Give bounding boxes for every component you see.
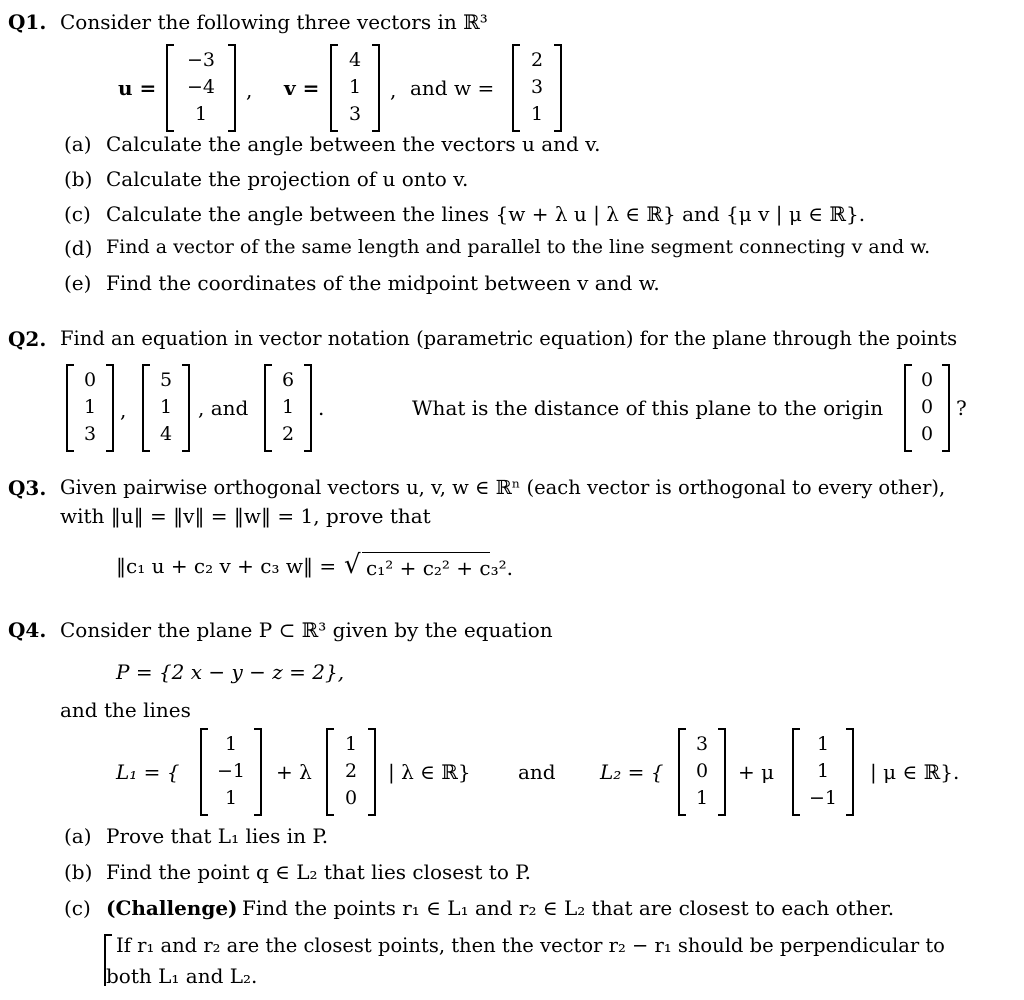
q4-l1-label: L₁ = { xyxy=(116,760,180,784)
q2-number: Q2. xyxy=(8,327,47,351)
vector-entry: 0 xyxy=(344,787,358,809)
q4-l1-direction xyxy=(326,728,376,816)
q3-line-1: Given pairwise orthogonal vectors u, v, w ∈ ℝⁿ (each vector is orthogonal to every other), xyxy=(60,476,946,499)
q1-number: Q1. xyxy=(8,10,47,34)
q2-period: . xyxy=(318,396,325,420)
q2-origin-vector xyxy=(904,364,950,452)
q2-point-2 xyxy=(142,364,190,452)
q1-v-label: v = xyxy=(284,76,320,100)
q4-intro: Consider the plane P ⊂ ℝ³ given by the equation xyxy=(60,618,553,642)
vector-entry: 2 xyxy=(281,423,295,445)
vector-entry: −3 xyxy=(186,49,215,71)
q3-line-2: with ‖u‖ = ‖v‖ = ‖w‖ = 1, prove that xyxy=(60,504,431,528)
q4-l2-tail: | μ ∈ ℝ}. xyxy=(870,760,960,784)
vector-entry: 1 xyxy=(83,396,97,418)
vector-entry: 1 xyxy=(344,733,358,755)
q1-w-vector xyxy=(512,44,562,132)
q1-part-a-label: (a) xyxy=(64,132,92,156)
vector-entry: 1 xyxy=(281,396,295,418)
q1-u-vector xyxy=(166,44,236,132)
vector-entry: 0 xyxy=(83,369,97,391)
vector-entry: 1 xyxy=(224,787,238,809)
q1-v-vector xyxy=(330,44,380,132)
vector-entry: 0 xyxy=(920,369,934,391)
q2-distance-question: What is the distance of this plane to the origin xyxy=(412,396,884,420)
q1-part-e-label: (e) xyxy=(64,271,92,295)
q1-part-e-text: Find the coordinates of the midpoint between v and w. xyxy=(106,271,660,295)
q1-part-d-label: (d) xyxy=(64,236,93,260)
vector-entry: 1 xyxy=(695,787,709,809)
vector-entry: 4 xyxy=(348,49,362,71)
vector-entry: 5 xyxy=(159,369,173,391)
q3-formula-left: ‖c₁ u + c₂ v + c₃ w‖ = xyxy=(116,554,337,578)
vector-entry: 3 xyxy=(530,76,544,98)
q1-comma-2: , xyxy=(390,78,397,102)
q1-part-b-text: Calculate the projection of u onto v. xyxy=(106,167,469,191)
vector-entry: 1 xyxy=(224,733,238,755)
q4-l1-plus-lambda: + λ xyxy=(276,760,312,784)
q4-part-c-challenge: (Challenge) xyxy=(106,896,238,920)
vector-entry: 0 xyxy=(920,396,934,418)
q3-formula-right: c₁² + c₂² + c₃². xyxy=(366,556,514,580)
vector-entry: 2 xyxy=(530,49,544,71)
q2-and: , and xyxy=(198,396,249,420)
vector-entry: 1 xyxy=(348,76,362,98)
vector-entry: 0 xyxy=(695,760,709,782)
q4-l2-direction xyxy=(792,728,854,816)
vector-entry: 1 xyxy=(816,760,830,782)
q4-l2-plus-mu: + μ xyxy=(738,760,775,784)
q4-l1-point xyxy=(200,728,262,816)
q1-and-w-label: and w = xyxy=(410,76,495,100)
vector-entry: −1 xyxy=(808,787,837,809)
vector-entry: 3 xyxy=(695,733,709,755)
q1-part-b-label: (b) xyxy=(64,167,93,191)
q4-l1-tail: | λ ∈ ℝ} xyxy=(388,760,471,784)
q2-question-mark: ? xyxy=(956,396,967,420)
q1-part-c-label: (c) xyxy=(64,202,91,226)
q1-u-label: u = xyxy=(118,76,157,100)
q4-hint-line-2: both L₁ and L₂. xyxy=(106,964,258,988)
vector-entry: 4 xyxy=(159,423,173,445)
q2-intro: Find an equation in vector notation (parametric equation) for the plane through the points xyxy=(60,327,958,350)
q1-part-d-text: Find a vector of the same length and parallel to the line segment connecting v and w. xyxy=(106,236,931,258)
q4-number: Q4. xyxy=(8,618,47,642)
q2-comma-1: , xyxy=(120,398,127,422)
vector-entry: 1 xyxy=(816,733,830,755)
q3-sqrt-bar xyxy=(362,552,490,553)
q3-sqrt-sign: √ xyxy=(344,550,361,580)
vector-entry: 1 xyxy=(194,103,208,125)
q1-part-a-text: Calculate the angle between the vectors u and v. xyxy=(106,132,601,156)
vector-entry: 1 xyxy=(159,396,173,418)
vector-entry: 0 xyxy=(920,423,934,445)
vector-entry: 3 xyxy=(348,103,362,125)
vector-entry: 2 xyxy=(344,760,358,782)
q1-intro: Consider the following three vectors in ℝ³ xyxy=(60,10,488,34)
q4-part-b-text: Find the point q ∈ L₂ that lies closest to P. xyxy=(106,860,531,884)
vector-entry: 1 xyxy=(530,103,544,125)
vector-entry: 6 xyxy=(281,369,295,391)
q1-part-c-text: Calculate the angle between the lines {w + λ u | λ ∈ ℝ} and {μ v | μ ∈ ℝ}. xyxy=(106,202,866,226)
q4-part-c-text: Find the points r₁ ∈ L₁ and r₂ ∈ L₂ that are closest to each other. xyxy=(242,896,895,920)
vector-entry: −1 xyxy=(216,760,245,782)
q4-part-c-label: (c) xyxy=(64,896,91,920)
q4-part-b-label: (b) xyxy=(64,860,93,884)
q4-and: and xyxy=(518,760,556,784)
q3-number: Q3. xyxy=(8,476,47,500)
q4-l2-point xyxy=(678,728,726,816)
q4-plane-equation: P = {2 x − y − z = 2}, xyxy=(116,660,345,684)
q4-part-a-text: Prove that L₁ lies in P. xyxy=(106,824,329,848)
vector-entry: −4 xyxy=(186,76,215,98)
q4-l2-label: L₂ = { xyxy=(600,760,664,784)
q4-lines-intro: and the lines xyxy=(60,698,191,722)
q1-comma-1: , xyxy=(246,78,253,102)
q4-hint-line-1: If r₁ and r₂ are the closest points, then the vector r₂ − r₁ should be perpendicular to xyxy=(116,934,945,957)
q2-point-1 xyxy=(66,364,114,452)
q4-part-a-label: (a) xyxy=(64,824,92,848)
q2-point-3 xyxy=(264,364,312,452)
vector-entry: 3 xyxy=(83,423,97,445)
